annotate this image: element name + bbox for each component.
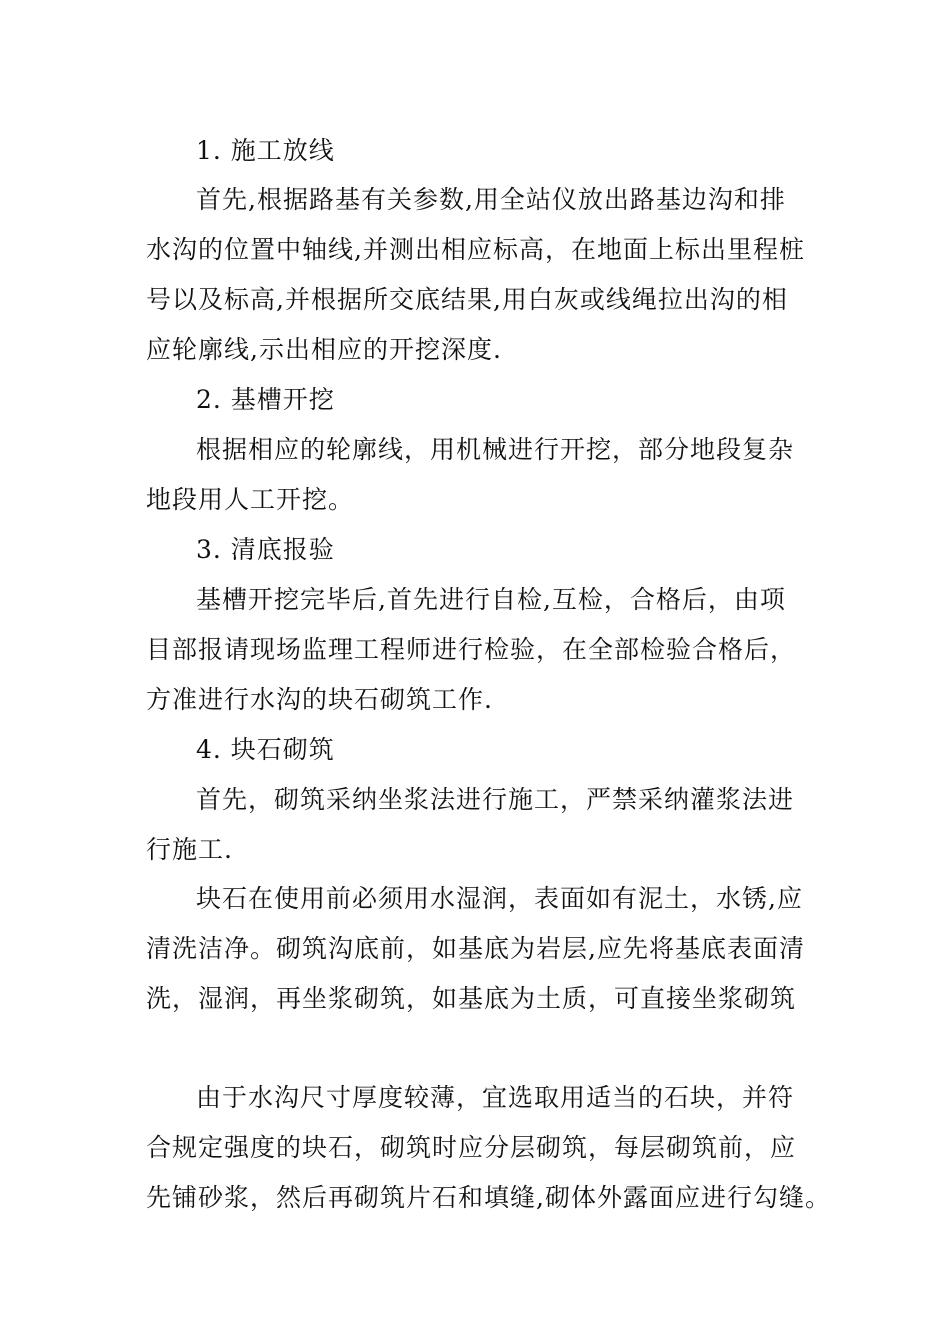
paragraph-line: 号以及标高,并根据所交底结果,用白灰或线绳拉出沟的相 xyxy=(146,285,788,314)
paragraph-line: 清洗洁净。砌筑沟底前，如基底为岩层,应先将基底表面清 xyxy=(146,934,805,963)
paragraph-line: 块石在使用前必须用水湿润，表面如有泥土，水锈,应 xyxy=(196,884,803,913)
paragraph-line: 首先,根据路基有关参数,用全站仪放出路基边沟和排 xyxy=(196,185,786,214)
paragraph-line: 行施工. xyxy=(146,835,233,864)
paragraph-line: 根据相应的轮廓线，用机械进行开挖，部分地段复杂 xyxy=(196,435,795,464)
section-heading-4: 4. 块石砌筑 xyxy=(196,735,335,764)
paragraph-line: 先铺砂浆，然后再砌筑片石和填缝,砌体外露面应进行勾缝。 xyxy=(146,1183,831,1212)
paragraph-line: 首先，砌筑采纳坐浆法进行施工，严禁采纳灌浆法进 xyxy=(196,785,795,814)
section-heading-2: 2. 基槽开挖 xyxy=(196,385,335,414)
paragraph-line: 由于水沟尺寸厚度较薄，宜选取用适当的石块，并符 xyxy=(196,1083,795,1112)
paragraph-line: 地段用人工开挖。 xyxy=(146,485,355,514)
paragraph-line: 目部报请现场监理工程师进行检验，在全部检验合格后， xyxy=(146,635,797,664)
paragraph-line: 基槽开挖完毕后,首先进行自检,互检，合格后，由项 xyxy=(196,585,786,614)
paragraph-line: 方准进行水沟的块石砌筑工作. xyxy=(146,685,493,714)
section-heading-1: 1. 施工放线 xyxy=(196,136,335,165)
paragraph-line: 水沟的位置中轴线,并测出相应标高，在地面上标出里程桩 xyxy=(146,235,805,264)
paragraph-line: 合规定强度的块石，砌筑时应分层砌筑，每层砌筑前，应 xyxy=(146,1133,797,1162)
paragraph-line: 应轮廓线,示出相应的开挖深度. xyxy=(146,335,502,364)
section-heading-3: 3. 清底报验 xyxy=(196,535,335,564)
paragraph-line: 洗，湿润，再坐浆砌筑，如基底为土质，可直接坐浆砌筑 xyxy=(146,984,797,1013)
